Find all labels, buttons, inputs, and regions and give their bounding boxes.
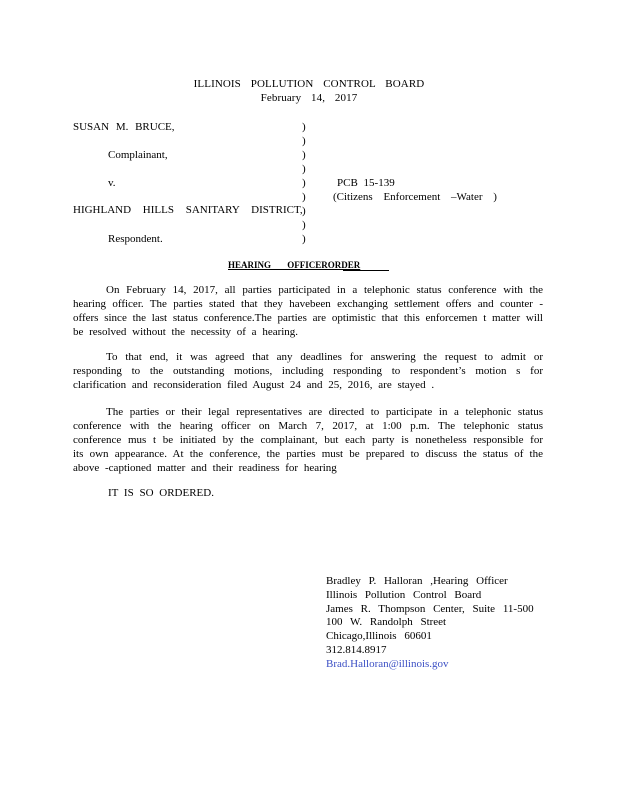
agency-name: ILLINOIS POLLUTION CONTROL BOARD <box>193 78 425 90</box>
title-underline <box>343 270 389 271</box>
complainant-name: SUSAN M. BRUCE, <box>73 121 175 133</box>
body-paragraph-3 <box>73 405 543 475</box>
caption-paren: ) <box>302 219 306 231</box>
paragraph-text: To that end, it was agreed that any deadlines for answering the request to admit or responding to the outstanding motions, including responding to respondent’s motion s for clarification and reconsideration filed August 24 and 25, 2016, are stayed . <box>73 351 543 391</box>
signatory-name: Bradley P. Halloran ,Hearing Officer <box>326 575 508 587</box>
signatory-email-link[interactable]: Brad.Halloran@illinois.gov <box>326 657 449 670</box>
caption-paren: ) <box>302 177 306 189</box>
signatory-city: Chicago,Illinois 60601 <box>326 630 432 643</box>
signatory-board: Illinois Pollution Control Board <box>326 588 482 601</box>
respondent-role: Respondent. <box>108 233 163 245</box>
paragraph-text: On February 14, 2017, all parties participated in a telephonic status conference with the hearing officer. The parties stated that they havebeen exchanging settlement offers and counter -offers since the last status conference.The parties are optimistic that this enforcemen t matter will be resolved without the necessity of a hearing. <box>73 284 543 338</box>
caption-paren: ) <box>302 163 306 175</box>
case-type: (Citizens Enforcement –Water ) <box>333 191 497 203</box>
order-date: February 14, 2017 <box>260 92 358 104</box>
caption-paren: ) <box>302 191 306 203</box>
case-number: PCB 15-139 <box>337 177 395 189</box>
paragraph-text: The parties or their legal representatives are directed to participate in a telephonic status conference with the hearing officer on March 7, 2017, at 1:00 p.m. The telephonic status conference mus t be initiated by the complainant, but each party is nonetheless responsible for its own appearance. At the conference, the parties must be prepared to discuss the status of the above -captioned matter and their readiness for hearing <box>73 406 543 474</box>
order-title: HEARING OFFICERORDER <box>228 260 361 270</box>
caption-paren: ) <box>302 121 306 133</box>
body-paragraph-2 <box>73 350 543 392</box>
signatory-street: 100 W. Randolph Street <box>326 616 447 629</box>
versus-label: v. <box>108 177 116 189</box>
caption-paren: ) <box>302 233 306 245</box>
caption-paren: ) <box>302 135 306 147</box>
respondent-name: HIGHLAND HILLS SANITARY DISTRICT, <box>73 204 303 216</box>
signatory-building: James R. Thompson Center, Suite 11-500 <box>326 602 534 615</box>
complainant-role: Complainant, <box>108 149 168 161</box>
caption-paren: ) <box>302 205 306 217</box>
caption-paren: ) <box>302 149 306 161</box>
closing-statement: IT IS SO ORDERED. <box>108 487 214 499</box>
signatory-phone: 312.814.8917 <box>326 643 387 656</box>
signature-block <box>326 575 534 672</box>
body-paragraph-1 <box>73 283 543 339</box>
